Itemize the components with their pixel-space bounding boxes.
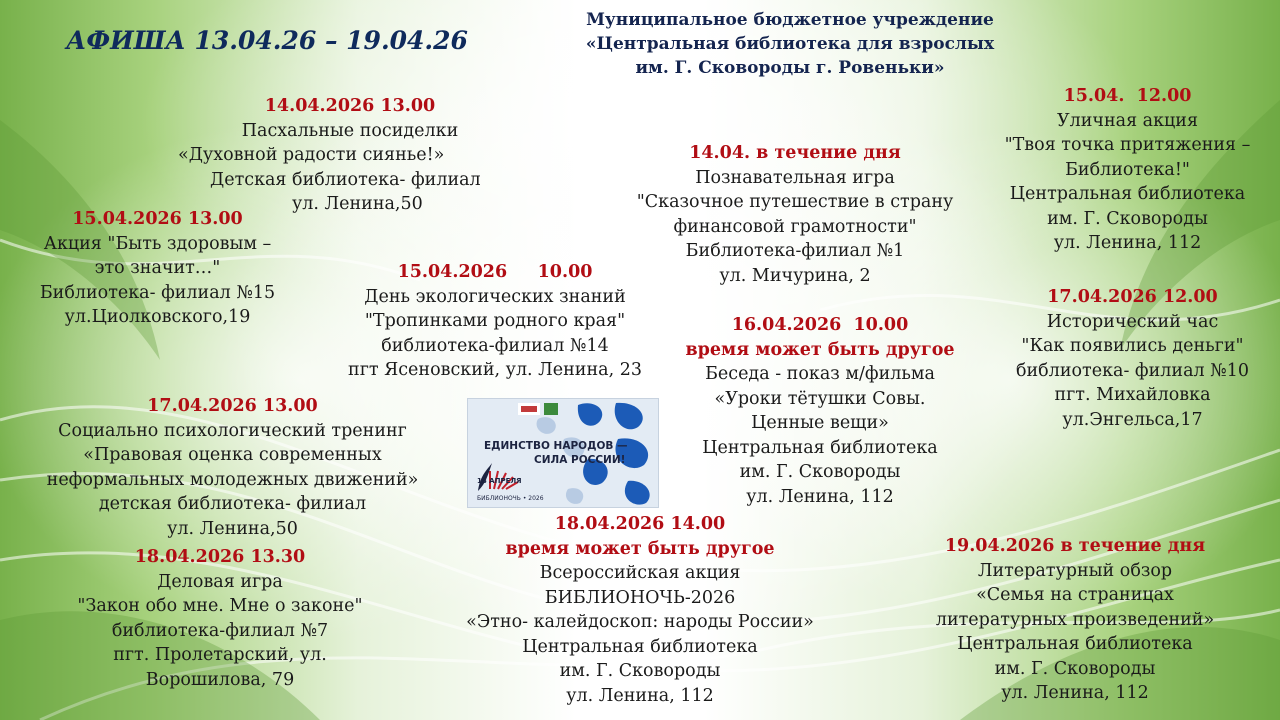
event-line: ул. Ленина,50	[167, 518, 298, 539]
event-line: Уличная акция	[1056, 110, 1199, 131]
event-line: Центральная библиотека	[1009, 184, 1246, 204]
event-line: Акция "Быть здоровым –	[43, 233, 272, 254]
event-line: Центральная библиотека	[957, 634, 1193, 654]
event-line: ул. Ленина, 112	[746, 486, 894, 507]
event-line: Пасхальные посиделки	[241, 120, 459, 141]
event-line: Библиотека- филиал №15	[39, 282, 276, 303]
event-line: Исторический час	[1046, 311, 1219, 332]
event-business-game	[20, 545, 420, 692]
event-date: 14.04. в течение дня	[689, 143, 901, 163]
event-line: библиотека- филиал №10	[1015, 360, 1250, 381]
event-line: "Как появились деньги"	[1021, 336, 1244, 356]
event-line: ул. Мичурина, 2	[719, 265, 871, 286]
event-psych-training	[5, 394, 460, 541]
event-line: пгт Ясеновский, ул. Ленина, 23	[348, 360, 642, 380]
event-line: «Духовной радости сиянье!»	[178, 145, 445, 165]
afisha-title: АФИША 13.04.26 – 19.04.26	[66, 26, 468, 55]
event-line: ул. Ленина, 112	[1001, 683, 1149, 703]
event-date: 15.04. 12.00	[1063, 86, 1192, 106]
event-date: 19.04.2026 в течение дня	[944, 536, 1206, 556]
event-line: библиотека-филиал №14	[381, 335, 609, 356]
event-line: БИБЛИОНОЧЬ-2026	[544, 587, 736, 608]
event-line: Деловая игра	[157, 571, 283, 592]
event-line: ул. Ленина, 112	[1053, 233, 1202, 253]
event-line: «Правовая оценка современных	[83, 445, 382, 465]
event-biblionight	[430, 512, 850, 708]
event-time-note: время может быть другое	[685, 339, 955, 360]
event-date: 14.04.2026 13.00	[264, 96, 436, 116]
event-owl-film	[660, 313, 980, 509]
event-date: 17.04.2026 13.00	[147, 396, 318, 416]
event-line: Центральная библиотека	[702, 437, 938, 458]
event-line: Литературный обзор	[977, 560, 1173, 581]
event-line: «Семья на страницах	[976, 585, 1174, 605]
event-line: им. Г. Сковороды	[994, 658, 1156, 679]
event-line: Всероссийская акция	[539, 563, 741, 583]
event-line: ул. Ленина, 112	[566, 685, 714, 706]
org-line: Муниципальное бюджетное учреждение	[586, 10, 994, 30]
event-line: им. Г. Сковороды	[739, 462, 901, 482]
event-line: пгт. Пролетарский, ул.	[113, 645, 327, 665]
event-line: «Этно- калейдоскоп: народы России»	[466, 612, 814, 632]
event-line: "Закон обо мне. Мне о законе"	[77, 596, 363, 616]
event-line: финансовой грамотности"	[673, 216, 917, 237]
event-line: им. Г. Сковороды	[559, 661, 721, 681]
event-health-action	[10, 207, 305, 330]
event-line: "Сказочное путешествие в страну	[636, 192, 954, 212]
event-line: Детская библиотека- филиал	[210, 169, 481, 190]
event-easter	[160, 94, 540, 217]
event-line: "Твоя точка притяжения –	[1004, 135, 1251, 155]
event-history-hour	[990, 285, 1275, 432]
event-line: Центральная библиотека	[522, 636, 758, 657]
poster-slogan-line: ЕДИНСТВО НАРОДОВ —	[484, 440, 628, 452]
event-line: Социально психологический тренинг	[58, 420, 407, 441]
event-date: 16.04.2026 10.00	[731, 315, 909, 335]
poster-slogan-line: СИЛА РОССИИ!	[534, 454, 626, 466]
organization-header	[520, 8, 1060, 80]
event-line: пгт. Михайловка	[1054, 385, 1211, 405]
event-date: 18.04.2026 14.00	[554, 514, 726, 534]
event-date: 15.04.2026 10.00	[397, 262, 593, 282]
event-line: ул.Энгельса,17	[1062, 409, 1203, 430]
biblionight-poster-image	[467, 398, 659, 508]
event-line: Беседа - показ м/фильма	[705, 364, 935, 384]
event-finance-game	[605, 141, 985, 288]
event-line: Библиотека!"	[1065, 159, 1190, 180]
event-line: детская библиотека- филиал	[98, 494, 367, 514]
event-line: Ворошилова, 79	[145, 669, 295, 690]
event-line: День экологических знаний	[364, 286, 626, 307]
event-line: это значит…"	[94, 258, 221, 278]
event-line: Ценные вещи»	[751, 413, 889, 433]
event-time-note: время может быть другое	[505, 538, 775, 559]
poster-date-label: 18 АПРЕЛЯ	[477, 477, 522, 485]
event-line: им. Г. Сковороды	[1047, 208, 1208, 229]
event-date: 17.04.2026 12.00	[1047, 287, 1218, 307]
event-street-action	[975, 84, 1280, 256]
event-date: 15.04.2026 13.00	[72, 209, 243, 229]
poster-slogan	[484, 439, 628, 467]
org-line: им. Г. Сковороды г. Ровеньки»	[635, 58, 945, 78]
event-line: литературных произведений»	[935, 609, 1215, 630]
event-line: неформальных молодежных движений»	[46, 469, 419, 490]
event-literary-review	[905, 534, 1245, 706]
event-line: «Уроки тётушки Совы.	[714, 388, 926, 409]
event-line: библиотека-филиал №7	[111, 620, 329, 641]
event-line: Познавательная игра	[695, 167, 895, 188]
event-line: "Тропинками родного края"	[364, 311, 626, 331]
org-line: «Центральная библиотека для взрослых	[585, 34, 995, 54]
event-line: Библиотека-филиал №1	[685, 241, 905, 261]
poster-footer: БИБЛИОНОЧЬ • 2026	[477, 495, 544, 502]
event-line: ул. Ленина,50	[292, 194, 423, 214]
event-line: ул.Циолковского,19	[64, 307, 251, 327]
event-date: 18.04.2026 13.30	[134, 547, 306, 567]
